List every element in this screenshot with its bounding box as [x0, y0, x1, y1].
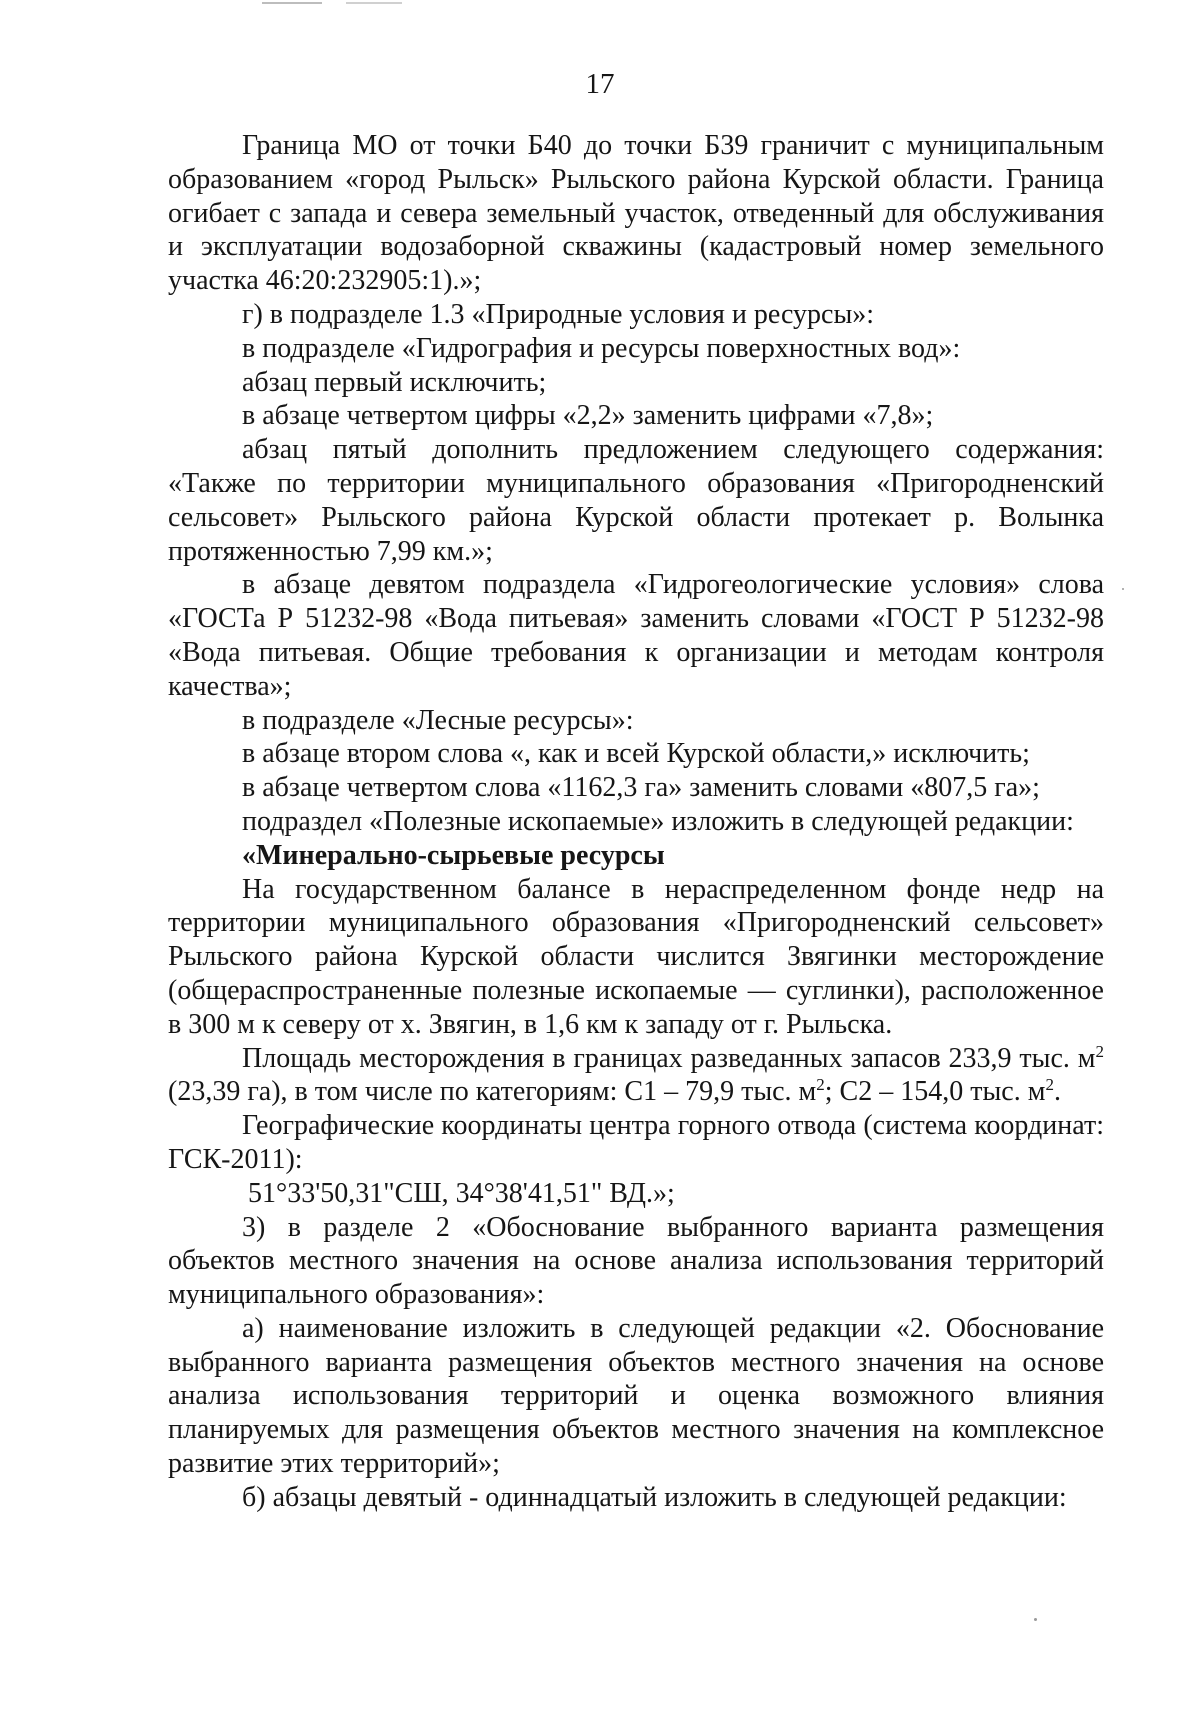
section-heading: «Минерально-сырьевые ресурсы	[242, 839, 665, 871]
text-run: (23,39 га), в том числе по категориям: С1 – 79,9 тыс. м	[168, 1076, 817, 1108]
page-number: 17	[585, 68, 615, 100]
paragraph: На государственном балансе в нераспределенном фонде недр на территории муниципального образования «Пригородненский сельсовет» Рыльского района Курской области числится Звягинки месторождение (общераспространенные полезные ископаемые — суглинки), расположенное в 300 м к северу от х. Звягин, в 1,6 км к западу от г. Рыльска.	[168, 873, 1104, 1040]
scan-artifact	[346, 2, 402, 4]
paragraph: б) абзацы девятый - одиннадцатый изложить в следующей редакции:	[242, 1481, 1067, 1513]
scan-artifact	[262, 2, 322, 4]
scan-speck	[1034, 1618, 1037, 1621]
text-run: Площадь месторождения в границах разведанных запасов 233,9 тыс. м	[242, 1042, 1096, 1074]
paragraph: в подразделе «Гидрография и ресурсы поверхностных вод»:	[242, 332, 961, 364]
paragraph: абзац первый исключить;	[242, 366, 547, 398]
paragraph: в абзаце девятом подраздела «Гидрогеологические условия» слова «ГОСТа Р 51232-98 «Вода питьевая» заменить словами «ГОСТ Р 51232-98 «Вода питьевая. Общие требования к организации и методам контроля качества»;	[168, 569, 1104, 702]
paragraph: 3) в разделе 2 «Обоснование выбранного варианта размещения объектов местного значения на основе анализа использования территорий муниципального образования»:	[168, 1211, 1104, 1311]
text-run: .	[1053, 1076, 1061, 1108]
paragraph: подраздел «Полезные ископаемые» изложить в следующей редакции:	[242, 805, 1074, 837]
paragraph: в абзаце втором слова «, как и всей Курской области,» исключить;	[242, 738, 1030, 770]
paragraph: а) наименование изложить в следующей редакции «2. Обоснование выбранного варианта размещения объектов местного значения на основе анализа использования территорий и оценка возможного влияния планируемых для размещения объектов местного значения на комплексное развитие этих территорий»;	[168, 1312, 1104, 1480]
document-body	[168, 129, 1104, 1515]
paragraph: в абзаце четвертом слова «1162,3 га» заменить словами «807,5 га»;	[242, 772, 1040, 804]
paragraph: в подразделе «Лесные ресурсы»:	[242, 704, 634, 736]
paragraph: Географические координаты центра горного отвода (система координат: ГСК-2011):	[168, 1110, 1104, 1175]
paragraph	[168, 1042, 1104, 1110]
superscript: 2	[816, 1075, 825, 1095]
scan-speck	[1122, 588, 1124, 590]
paragraph: абзац пятый дополнить предложением следующего содержания: «Также по территории муниципального образования «Пригородненский сельсовет» Рыльского района Курской области протекает р. Волынка протяженностью 7,99 км.»;	[168, 434, 1104, 567]
superscript: 2	[1045, 1075, 1054, 1095]
paragraph: Граница МО от точки Б40 до точки Б39 граничит с муниципальным образованием «город Рыльск» Рыльского района Курской области. Граница огибает с запада и севера земельный участок, отведенный для обслуживания и эксплуатации водозаборной скважины (кадастровый номер земельного участка 46:20:232905:1).»;	[168, 130, 1104, 297]
paragraph: г) в подразделе 1.3 «Природные условия и ресурсы»:	[242, 298, 875, 330]
text-run: ; С2 – 154,0 тыс. м	[824, 1076, 1046, 1108]
superscript: 2	[1095, 1041, 1104, 1061]
paragraph: в абзаце четвертом цифры «2,2» заменить цифрами «7,8»;	[242, 400, 934, 432]
coordinates-line: 51°33'50,31"СШ, 34°38'41,51" ВД.»;	[248, 1177, 675, 1209]
